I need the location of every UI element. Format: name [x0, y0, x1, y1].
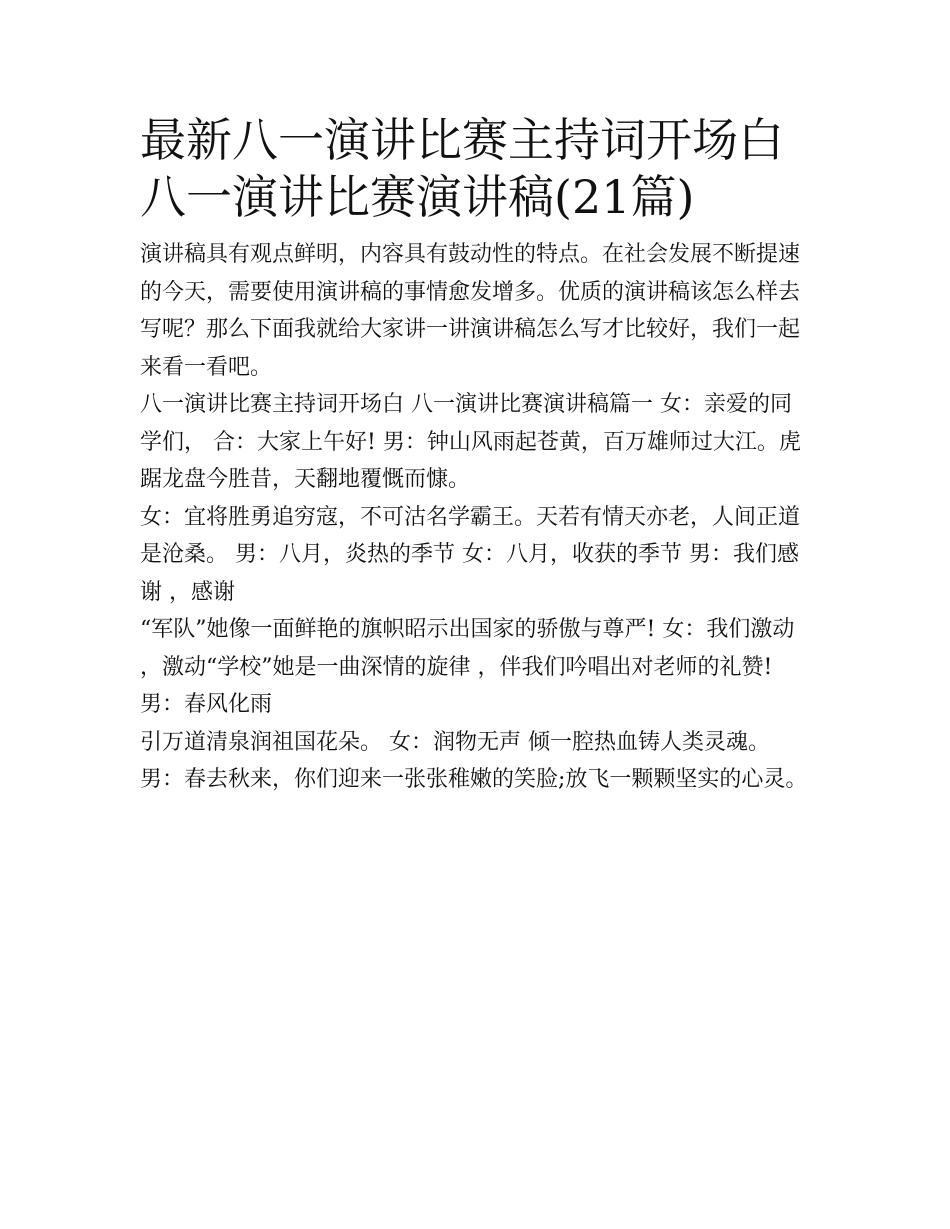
- document-title: 最新八一演讲比赛主持词开场白 八一演讲比赛演讲稿(21篇): [140, 113, 784, 224]
- paragraph-2: 女：宜将胜勇追穷寇，不可沽名学霸王。天若有情天亦老，人间正道是沧桑。 男：八月，炎热的季节 女：八月，收获的季节 男：我们感谢 ，感谢: [140, 504, 801, 605]
- paragraph-4: 引万道清泉润祖国花朵。 女：润物无声 倾一腔热血铸人类灵魂。 男：春去秋来，你们迎来一张张稚嫩的笑脸;放飞一颗颗坚实的心灵。: [140, 729, 808, 792]
- paragraph-intro: 演讲稿具有观点鲜明，内容具有鼓动性的特点。在社会发展不断提速的今天，需要使用演讲稿的事情愈发增多。优质的演讲稿该怎么样去写呢？那么下面我就给大家讲一讲演讲稿怎么写才比较好，我们一起来看一看吧。: [140, 242, 801, 380]
- document-page: [140, 112, 812, 799]
- paragraph-3: “军队”她像一面鲜艳的旗帜昭示出国家的骄傲与尊严! 女：我们激动 ，激动“学校”她是一曲深情的旋律 ，伴我们吟唱出对老师的礼赞! 男：春风化雨: [140, 617, 795, 717]
- paragraph-1: 八一演讲比赛主持词开场白 八一演讲比赛演讲稿篇一 女：亲爱的同学们， 合：大家上午好! 男：钟山风雨起苍黄，百万雄师过大江。虎踞龙盘今胜昔，天翻地覆慨而慷。: [140, 392, 801, 492]
